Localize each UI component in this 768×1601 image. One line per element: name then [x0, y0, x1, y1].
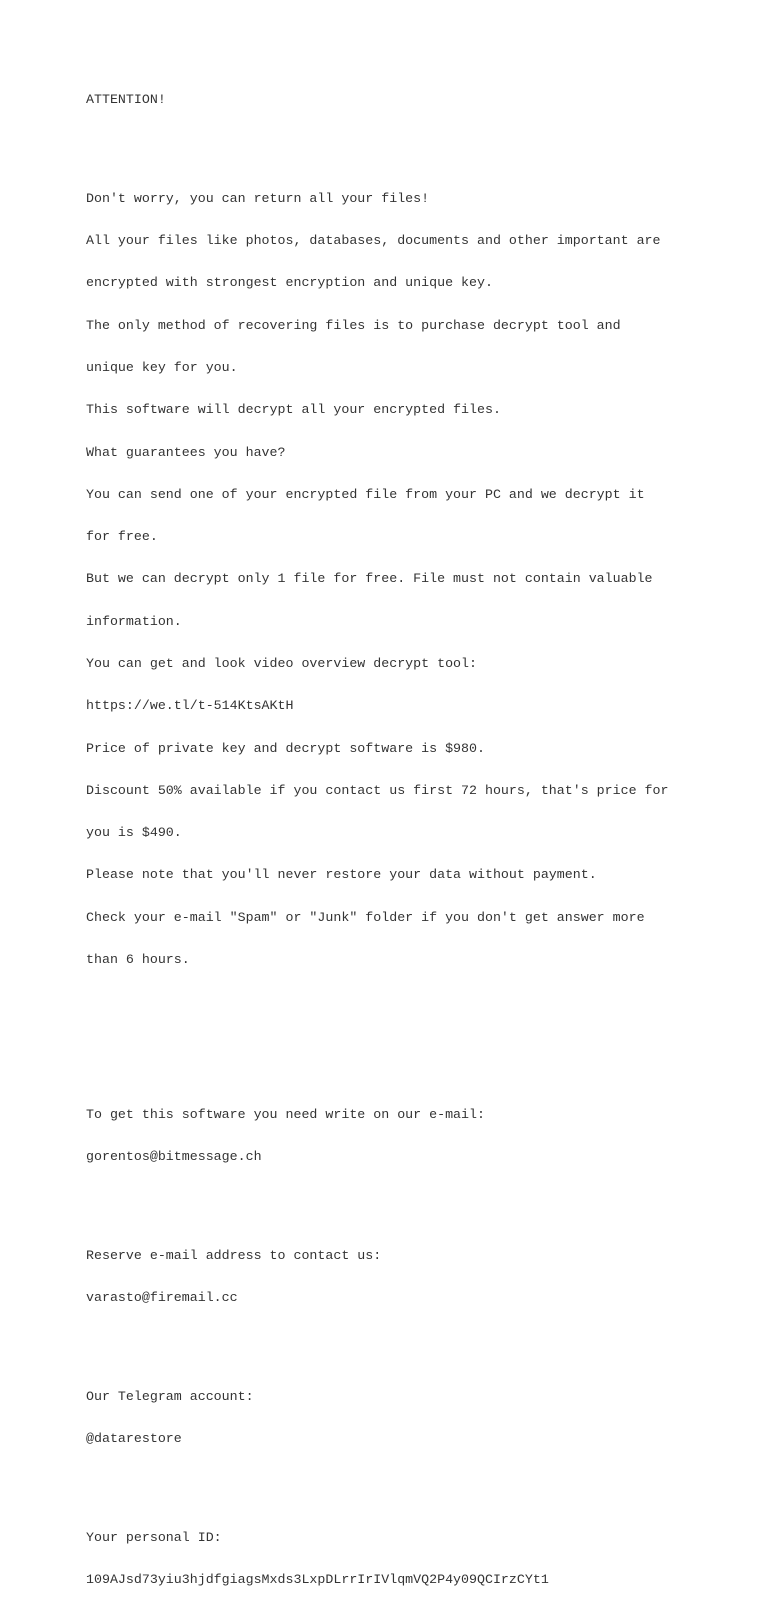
contact-email: gorentos@bitmessage.ch — [86, 1149, 262, 1165]
reserve-email-label: Reserve e-mail address to contact us: — [86, 1247, 382, 1263]
telegram-label: Our Telegram account: — [86, 1388, 254, 1404]
body-line: You can get and look video overview decrypt tool: — [86, 655, 477, 671]
body-line: than 6 hours. — [86, 951, 190, 967]
body-line: All your files like photos, databases, documents and other important are — [86, 233, 661, 249]
body-line: You can send one of your encrypted file from your PC and we decrypt it — [86, 486, 645, 502]
personal-id: 109AJsd73yiu3hjdfgiagsMxds3LxpDLrrIrIVlqmVQ2P4y09QCIrzCYt1 — [86, 1572, 549, 1588]
body-line: Check your e-mail "Spam" or "Junk" folder if you don't get answer more — [86, 909, 645, 925]
body-line: What guarantees you have? — [86, 444, 286, 460]
note-heading: ATTENTION! — [86, 92, 166, 108]
body-line: Please note that you'll never restore your data without payment. — [86, 867, 597, 883]
email-label: To get this software you need write on our e-mail: — [86, 1106, 485, 1122]
spacer — [86, 1474, 726, 1488]
spacer — [86, 1009, 726, 1023]
body-line: you is $490. — [86, 825, 182, 841]
body-line: unique key for you. — [86, 359, 238, 375]
personal-id-label: Your personal ID: — [86, 1529, 222, 1545]
spacer — [86, 135, 726, 149]
spacer — [86, 1052, 726, 1066]
download-link: https://we.tl/t-514KtsAKtH — [86, 698, 294, 714]
body-line: This software will decrypt all your encrypted files. — [86, 402, 501, 418]
body-line: Discount 50% available if you contact us first 72 hours, that's price for — [86, 782, 669, 798]
telegram-account: @datarestore — [86, 1431, 182, 1447]
body-line: for free. — [86, 529, 158, 545]
body-line: Price of private key and decrypt software is $980. — [86, 740, 485, 756]
reserve-email: varasto@firemail.cc — [86, 1290, 238, 1306]
body-line: But we can decrypt only 1 file for free. File must not contain valuable — [86, 571, 653, 587]
body-line: information. — [86, 613, 182, 629]
body-line: Don't worry, you can return all your files! — [86, 190, 430, 206]
ransom-note-document — [86, 65, 726, 1601]
spacer — [86, 1193, 726, 1207]
spacer — [86, 1333, 726, 1347]
body-line: The only method of recovering files is to purchase decrypt tool and — [86, 317, 621, 333]
body-line: encrypted with strongest encryption and unique key. — [86, 275, 493, 291]
